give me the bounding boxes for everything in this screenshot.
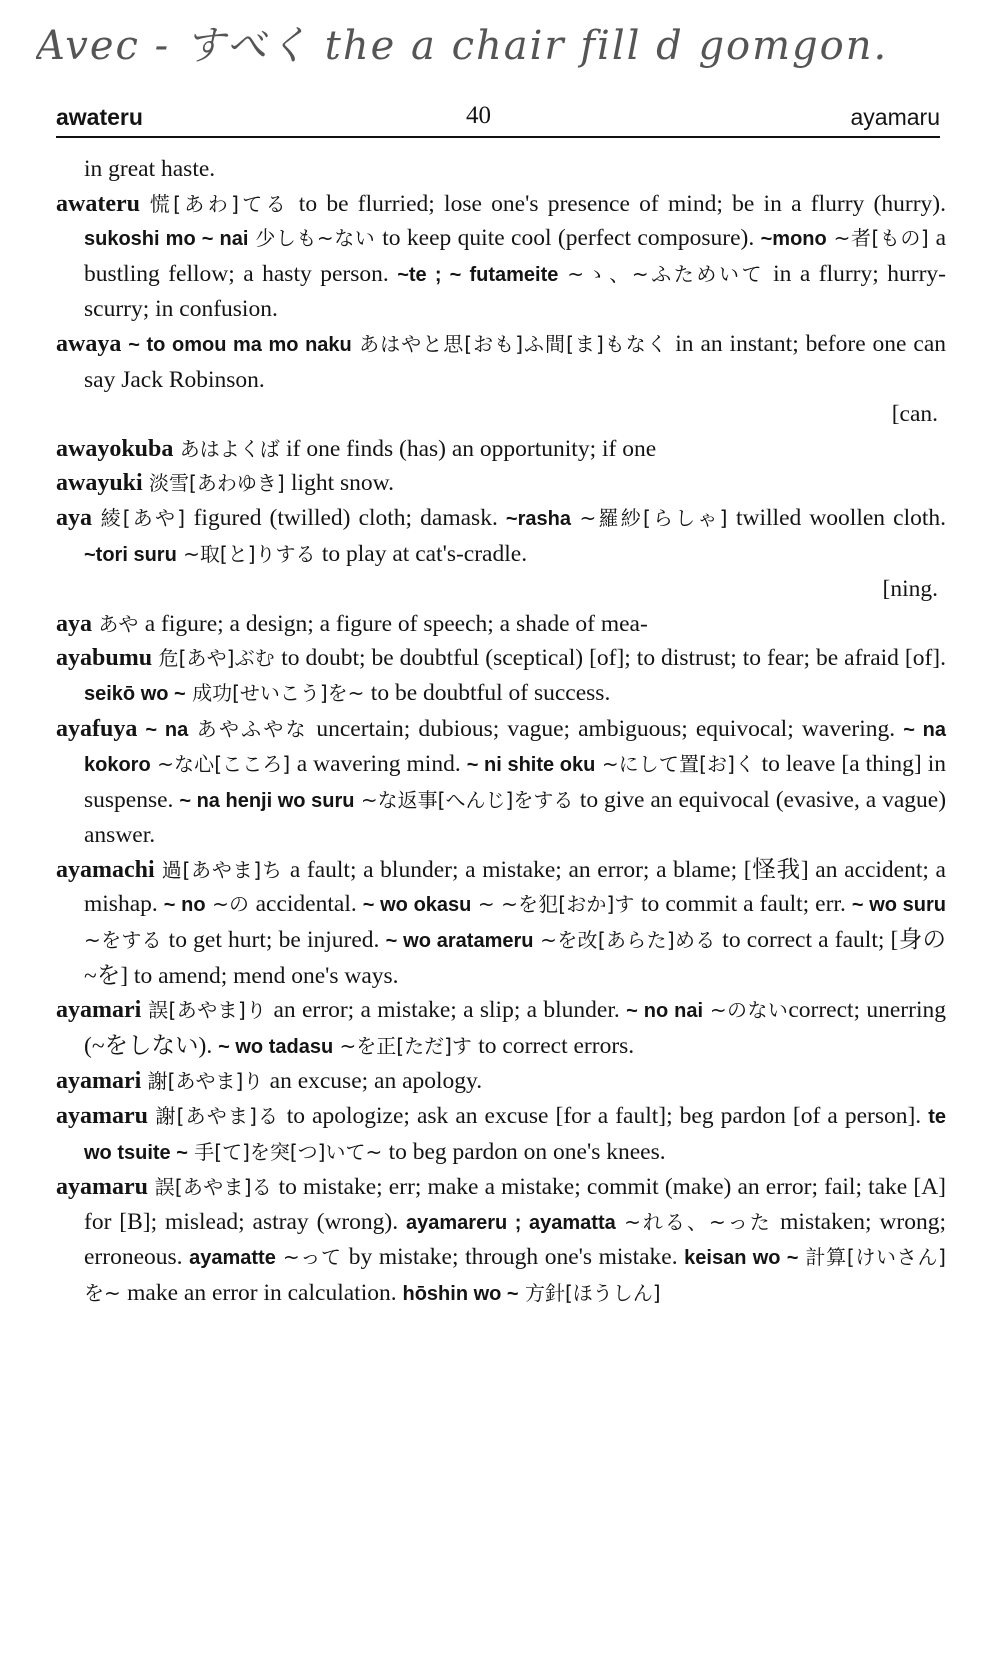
header-left-guide-word: awateru (56, 104, 143, 130)
entry-definition-text: light snow. (291, 470, 394, 497)
entry-romaji-phrase: seikō wo ~ (84, 682, 186, 705)
header-right-guide-word: ayamaru (850, 104, 940, 130)
entry-japanese-text: 淡雪[あわゆき] (142, 471, 292, 496)
entry-romaji-phrase: ~ to omou ma mo naku (128, 333, 352, 356)
entry-romaji-phrase: te wo tsuite ~ (84, 1106, 946, 1164)
entry-japanese-text: あやふやな (188, 716, 317, 741)
entry-japanese-text: ~な心[こころ] (150, 752, 297, 777)
entry-definition-text: a fault; a blunder; a mistake; an error; a blame; [怪我] an accident; a mishap. (84, 856, 946, 918)
entry-japanese-text: ~を改[あらた]める (533, 928, 723, 953)
dictionary-entry (56, 853, 946, 993)
entry-japanese-text: 誤[あやま]り (141, 998, 274, 1023)
entry-romaji-phrase: hōshin wo ~ (402, 1283, 519, 1305)
entry-definition-text: to correct errors. (478, 1032, 635, 1059)
entry-definition-text: to mistake; err; make a mistake; commit (make) an error; fail; take [A] for [B]; mislead; astray (wrong). (84, 1174, 946, 1235)
dictionary-entry (56, 641, 946, 711)
entry-japanese-text: 慌[あわ]てる (139, 191, 299, 216)
dictionary-entries (56, 152, 946, 1312)
entry-definition-text: a wavering mind. (296, 751, 467, 778)
entry-definition-text: to get hurt; be injured. (168, 927, 386, 954)
entry-definition-text: to be flurried; lose one's presence of mind; be in a flurry (hurry). (298, 190, 946, 217)
entry-japanese-text: あはよくば (173, 436, 287, 461)
entry-definition-text: an excuse; an apology. (269, 1068, 483, 1095)
entry-headword: ayamaru (56, 1103, 148, 1130)
entry-definition-text: twilled woollen cloth. (735, 504, 947, 531)
entry-headword: aya (56, 504, 92, 531)
entry-definition-text: to correct a fault; [身の~を] to amend; mend one's ways. (84, 927, 947, 989)
entry-definition-text: to commit a fault; err. (641, 891, 852, 918)
entry-definition-text: to play at cat's-cradle. (321, 540, 528, 567)
entry-definition-text: to be doubtful of success. (370, 679, 611, 706)
entry-definition-text: in great haste. (84, 156, 216, 182)
entry-headword: aya (56, 610, 92, 637)
entry-definition-text: accidental. (255, 891, 363, 918)
entry-romaji-phrase: ~ na kokoro (84, 718, 946, 777)
entry-definition-text: in an instant; before one can say Jack Robinson. (84, 330, 946, 393)
entry-romaji-phrase: keisan wo ~ (684, 1247, 799, 1270)
entry-romaji-phrase: ~tori suru (84, 543, 177, 566)
entry-japanese-text: 過[あやま]ち (154, 857, 290, 882)
entry-headword: ayafuya (56, 715, 138, 742)
entry-definition-text: to beg pardon on one's knees. (388, 1138, 666, 1165)
entry-romaji-phrase: ~rasha (505, 507, 571, 530)
entry-japanese-text: ~者[もの] (826, 226, 936, 251)
overflow-fragment: [can. (891, 401, 938, 428)
dictionary-entry (56, 432, 946, 467)
entry-headword: ayamari (56, 1068, 142, 1095)
entry-japanese-text: 誤[あやま]る (148, 1175, 279, 1200)
entry-romaji-phrase: ayamareru ; ayamatta (406, 1211, 616, 1234)
entry-japanese-text: 計算[けいさん]を~ (84, 1245, 946, 1305)
entry-romaji-phrase: ~ na (145, 718, 189, 741)
handwritten-annotation: Avec - すべく the a chair fill d gomgon. (36, 23, 889, 69)
entry-japanese-text: 成功[せいこう]を~ (185, 680, 371, 705)
entry-japanese-text: 危[あや]ぶむ (152, 646, 282, 671)
dictionary-entry (56, 1099, 946, 1170)
dictionary-entry (56, 1170, 946, 1311)
dictionary-entry (56, 152, 946, 187)
entry-japanese-text: ~を正[ただ]す (333, 1033, 479, 1058)
entry-definition-text: by mistake; through one's mistake. (348, 1244, 685, 1271)
entry-romaji-phrase: ~ wo suru (851, 894, 947, 917)
dictionary-entry (56, 327, 946, 432)
entry-definition-text: an error; a mistake; a slip; a blunder. (273, 997, 627, 1024)
dictionary-entry (56, 501, 946, 607)
dictionary-entry (56, 466, 946, 501)
entry-headword: awayuki (56, 470, 143, 497)
entry-definition-text: mistaken; wrong; erroneous. (84, 1208, 946, 1271)
entry-definition-text: if one finds (has) an opportunity; if one (286, 435, 657, 462)
entry-japanese-text: ~羅紗[らしゃ] (570, 505, 736, 530)
entry-japanese-text: ~の (205, 892, 256, 917)
dictionary-entry (56, 607, 946, 642)
entry-japanese-text: ~れる、~った (615, 1209, 781, 1234)
entry-japanese-text: ~な返事[へんじ]をする (354, 787, 580, 812)
dictionary-entry (56, 187, 946, 327)
entry-japanese-text: ~取[と]りする (176, 541, 322, 566)
entry-definition-text: a bustling fellow; a hasty person. (84, 225, 947, 287)
entry-definition-text: in a flurry; hurry-scurry; in confusion. (84, 260, 946, 323)
entry-japanese-text: ~にして置[お]く (595, 752, 762, 777)
dictionary-entry (56, 1064, 946, 1099)
entry-definition-text: to leave [a thing] in suspense. (84, 751, 947, 813)
entry-romaji-phrase: ayamatte (189, 1247, 276, 1270)
entry-definition-text: figured (twilled) cloth; damask. (193, 504, 506, 531)
entry-definition-text: to apologize; ask an excuse [for a fault]; beg pardon [of a person]. (286, 1103, 929, 1130)
entry-romaji-phrase: sukoshi mo ~ nai (84, 228, 249, 251)
entry-japanese-text: ~って (275, 1245, 349, 1270)
entry-headword: awayokuba (56, 435, 174, 462)
entry-japanese-text: ~ゝ、~ふためいて (558, 261, 774, 286)
overflow-fragment: [ning. (882, 576, 938, 603)
entry-romaji-phrase: ~ wo aratameru (385, 930, 534, 953)
entry-japanese-text: 綾[あや] (92, 505, 194, 530)
entry-romaji-phrase: ~ wo okasu (362, 894, 472, 917)
entry-romaji-phrase: ~ no nai (626, 1000, 704, 1023)
page-number: 40 (466, 102, 491, 129)
entry-japanese-text: ~のない (703, 998, 789, 1023)
entry-headword: awaya (56, 330, 122, 357)
entry-romaji-phrase: ~mono (760, 228, 827, 251)
entry-headword: ayabumu (56, 645, 153, 672)
entry-romaji-phrase: ~ wo tadasu (218, 1035, 334, 1058)
entry-headword: ayamachi (56, 856, 155, 883)
entry-definition-text: to give an equivocal (evasive, a vague) answer. (84, 786, 947, 849)
entry-romaji-phrase: ~te ; ~ futameite (397, 263, 559, 286)
dictionary-entry (56, 712, 946, 853)
entry-japanese-text: 手[て]を突[つ]いて~ (187, 1139, 389, 1164)
entry-romaji-phrase: ~ ni shite oku (466, 754, 596, 777)
entry-japanese-text: ~ ~を犯[おか]す (471, 892, 642, 917)
entry-headword: ayamari (56, 997, 142, 1024)
page-header (56, 100, 940, 138)
entry-definition-text: correct; unerring (~をしない). (84, 997, 946, 1059)
entry-japanese-text: 謝[あやま]り (141, 1069, 270, 1094)
entry-definition-text: uncertain; dubious; vague; ambiguous; equivocal; wavering. (316, 715, 904, 742)
entry-japanese-text: 少しも~ない (248, 226, 383, 251)
entry-japanese-text: あはやと思[おも]ふ間[ま]もなく (351, 331, 676, 356)
entry-romaji-phrase: ~ no (163, 894, 206, 917)
entry-definition-text: a figure; a design; a figure of speech; a shade of mea- (144, 610, 648, 637)
entry-headword: awateru (56, 190, 140, 217)
entry-definition-text: make an error in calculation. (127, 1280, 403, 1306)
entry-definition-text: to doubt; be doubtful (sceptical) [of]; to distrust; to fear; be afraid [of]. (281, 645, 947, 672)
entry-japanese-text: ~をする (84, 928, 169, 953)
entry-definition-text: to keep quite cool (perfect composure). (382, 225, 761, 252)
entry-headword: ayamaru (56, 1174, 148, 1201)
entry-romaji-phrase: ~ na henji wo suru (179, 789, 355, 812)
entry-japanese-text: あや (92, 611, 145, 636)
dictionary-entry (56, 993, 946, 1064)
entry-japanese-text: 謝[あやま]る (148, 1104, 287, 1129)
entry-japanese-text: 方針[ほうしん] (518, 1281, 661, 1305)
